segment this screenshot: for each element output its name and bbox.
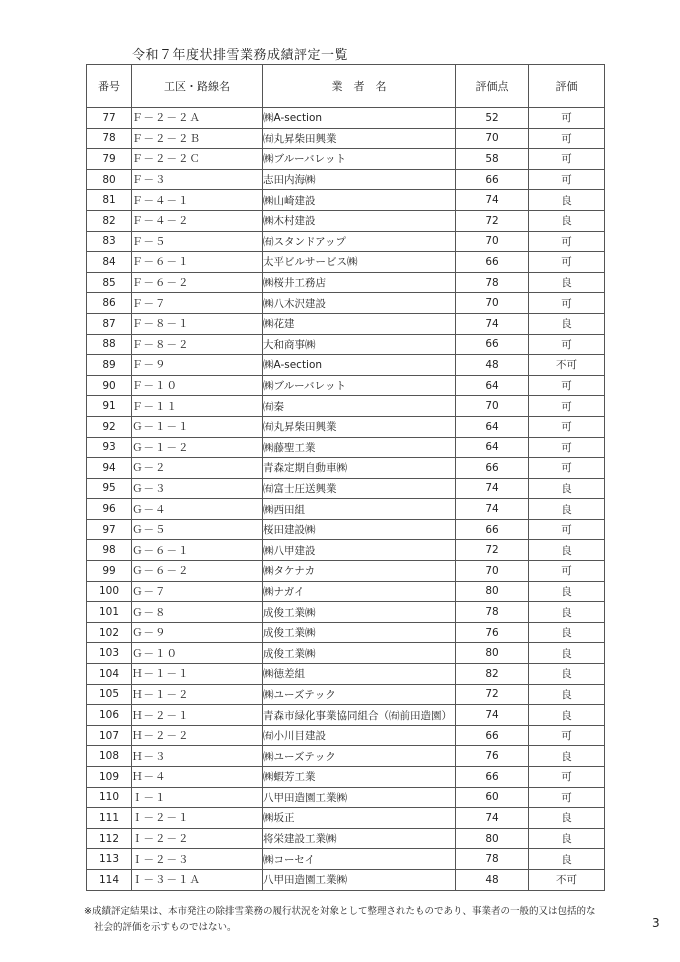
row-grade: 良 [529,664,605,685]
table-row [87,375,605,396]
header-route: 工区・路線名 [132,65,263,108]
row-number: 96 [87,499,132,520]
row-company: ㈲小川目建設 [263,725,456,746]
row-route: Ｆ－９ [132,355,263,376]
table-row [87,828,605,849]
row-route: Ｇ－８ [132,602,263,623]
row-grade: 良 [529,622,605,643]
row-company: ㈱藤聖工業 [263,437,456,458]
table-row [87,561,605,582]
row-score: 66 [456,725,529,746]
row-number: 105 [87,684,132,705]
row-score: 64 [456,416,529,437]
row-route: Ｆ－２－２Ｂ [132,128,263,149]
row-grade: 可 [529,437,605,458]
row-number: 92 [87,416,132,437]
table-row [87,128,605,149]
table-row [87,869,605,890]
row-grade: 良 [529,190,605,211]
row-number: 109 [87,767,132,788]
table-row [87,293,605,314]
row-company: ㈱コーセイ [263,849,456,870]
row-number: 87 [87,313,132,334]
row-score: 74 [456,190,529,211]
row-score: 52 [456,108,529,129]
row-grade: 良 [529,684,605,705]
row-company: ㈱山崎建設 [263,190,456,211]
row-number: 91 [87,396,132,417]
row-route: Ｉ－２－１ [132,808,263,829]
row-number: 88 [87,334,132,355]
table-row [87,540,605,561]
row-grade: 良 [529,808,605,829]
row-route: Ｈ－１－２ [132,684,263,705]
row-company: 将栄建設工業㈱ [263,828,456,849]
table-row [87,746,605,767]
row-grade: 良 [529,828,605,849]
row-company: ㈱ユーズテック [263,684,456,705]
row-number: 104 [87,664,132,685]
table-row [87,210,605,231]
table-row [87,396,605,417]
row-grade: 良 [529,313,605,334]
row-score: 64 [456,437,529,458]
row-number: 90 [87,375,132,396]
table-row [87,787,605,808]
row-company: 成俊工業㈱ [263,643,456,664]
row-score: 70 [456,396,529,417]
row-route: Ｉ－２－３ [132,849,263,870]
row-route: Ｆ－１１ [132,396,263,417]
row-grade: 可 [529,149,605,170]
row-company: ㈲スタンドアップ [263,231,456,252]
row-route: Ｈ－１－１ [132,664,263,685]
row-company: 青森市緑化事業協同組合（㈲前田造園） [263,705,456,726]
row-company: ㈱花建 [263,313,456,334]
row-company: ㈱A-section [263,355,456,376]
row-number: 113 [87,849,132,870]
row-company: ㈱徳差組 [263,664,456,685]
row-grade: 不可 [529,355,605,376]
row-grade: 良 [529,849,605,870]
row-grade: 可 [529,293,605,314]
row-company: ㈲丸昇柴田興業 [263,128,456,149]
table-row [87,725,605,746]
row-company: ㈱八木沢建設 [263,293,456,314]
table-row [87,499,605,520]
row-company: 大和商事㈱ [263,334,456,355]
row-score: 72 [456,684,529,705]
row-company: ㈱ブルーバレット [263,149,456,170]
row-score: 80 [456,581,529,602]
row-number: 114 [87,869,132,890]
row-number: 78 [87,128,132,149]
row-score: 76 [456,746,529,767]
row-score: 70 [456,561,529,582]
row-grade: 可 [529,108,605,129]
row-company: ㈲富士圧送興業 [263,478,456,499]
row-grade: 良 [529,746,605,767]
row-grade: 可 [529,458,605,479]
row-grade: 良 [529,499,605,520]
row-route: Ｉ－１ [132,787,263,808]
row-grade: 良 [529,210,605,231]
table-row [87,581,605,602]
row-number: 85 [87,272,132,293]
row-score: 66 [456,519,529,540]
row-number: 83 [87,231,132,252]
row-route: Ｆ－１０ [132,375,263,396]
row-grade: 可 [529,334,605,355]
row-grade: 可 [529,252,605,273]
document-title: 令和７年度状排雪業務成績評定一覧 [132,48,349,63]
row-grade: 良 [529,272,605,293]
row-number: 108 [87,746,132,767]
row-number: 110 [87,787,132,808]
table-row [87,849,605,870]
row-score: 70 [456,231,529,252]
row-score: 74 [456,705,529,726]
row-number: 95 [87,478,132,499]
row-score: 74 [456,313,529,334]
row-route: Ｈ－２－２ [132,725,263,746]
row-score: 74 [456,478,529,499]
row-grade: 可 [529,375,605,396]
row-route: Ｉ－３－１Ａ [132,869,263,890]
row-route: Ｆ－６－１ [132,252,263,273]
row-number: 77 [87,108,132,129]
row-number: 80 [87,169,132,190]
row-number: 97 [87,519,132,540]
row-score: 74 [456,808,529,829]
row-grade: 可 [529,416,605,437]
row-number: 82 [87,210,132,231]
table-row [87,437,605,458]
row-route: Ｈ－２－１ [132,705,263,726]
table-row [87,664,605,685]
row-grade: 良 [529,643,605,664]
header-number: 番号 [87,65,132,108]
row-number: 81 [87,190,132,211]
row-number: 111 [87,808,132,829]
row-route: Ｇ－１０ [132,643,263,664]
row-number: 93 [87,437,132,458]
row-route: Ｇ－６－２ [132,561,263,582]
row-company: 青森定期自動車㈱ [263,458,456,479]
table-row [87,149,605,170]
row-number: 112 [87,828,132,849]
row-grade: 可 [529,231,605,252]
row-number: 89 [87,355,132,376]
row-grade: 可 [529,396,605,417]
header-grade: 評価 [529,65,605,108]
evaluation-table [86,64,605,891]
row-number: 86 [87,293,132,314]
table-row [87,622,605,643]
row-number: 84 [87,252,132,273]
table-row [87,602,605,623]
row-number: 79 [87,149,132,170]
row-score: 66 [456,334,529,355]
row-grade: 可 [529,725,605,746]
row-route: Ｆ－８－２ [132,334,263,355]
row-grade: 可 [529,519,605,540]
row-score: 70 [456,293,529,314]
row-score: 80 [456,643,529,664]
row-company: ㈱ナガイ [263,581,456,602]
row-grade: 可 [529,128,605,149]
row-company: ㈱西田組 [263,499,456,520]
row-company: ㈲秦 [263,396,456,417]
row-route: Ｆ－８－１ [132,313,263,334]
row-route: Ｆ－４－１ [132,190,263,211]
table-row [87,478,605,499]
row-route: Ｇ－９ [132,622,263,643]
row-score: 60 [456,787,529,808]
header-score: 評価点 [456,65,529,108]
row-company: 成俊工業㈱ [263,622,456,643]
table-row [87,705,605,726]
row-route: Ｆ－４－２ [132,210,263,231]
row-company: ㈲丸昇柴田興業 [263,416,456,437]
row-score: 58 [456,149,529,170]
table-row [87,169,605,190]
row-route: Ｇ－４ [132,499,263,520]
table-row [87,190,605,211]
table-row [87,684,605,705]
row-company: ㈱タケナカ [263,561,456,582]
row-route: Ｆ－２－２Ａ [132,108,263,129]
row-number: 103 [87,643,132,664]
row-route: Ｆ－２－２Ｃ [132,149,263,170]
table-row [87,767,605,788]
row-grade: 良 [529,705,605,726]
row-number: 101 [87,602,132,623]
header-company: 業 者 名 [263,65,456,108]
row-grade: 良 [529,478,605,499]
row-route: Ｆ－３ [132,169,263,190]
row-company: 八甲田造園工業㈱ [263,869,456,890]
row-score: 48 [456,355,529,376]
table-row [87,334,605,355]
row-grade: 可 [529,767,605,788]
row-route: Ｇ－２ [132,458,263,479]
row-score: 82 [456,664,529,685]
row-route: Ｆ－７ [132,293,263,314]
table-row [87,272,605,293]
table-body [87,108,605,891]
row-number: 94 [87,458,132,479]
row-route: Ｇ－３ [132,478,263,499]
row-score: 78 [456,602,529,623]
row-company: 桜田建設㈱ [263,519,456,540]
row-route: Ｆ－５ [132,231,263,252]
table-row [87,355,605,376]
row-number: 102 [87,622,132,643]
row-grade: 不可 [529,869,605,890]
row-score: 78 [456,272,529,293]
row-grade: 良 [529,602,605,623]
row-number: 107 [87,725,132,746]
row-company: ㈱ブルーバレット [263,375,456,396]
row-company: ㈱木村建設 [263,210,456,231]
row-route: Ｇ－１－２ [132,437,263,458]
row-route: Ｇ－７ [132,581,263,602]
row-number: 100 [87,581,132,602]
row-score: 70 [456,128,529,149]
row-score: 74 [456,499,529,520]
row-score: 64 [456,375,529,396]
row-route: Ｉ－２－２ [132,828,263,849]
table-row [87,519,605,540]
table-row [87,231,605,252]
row-route: Ｇ－１－１ [132,416,263,437]
table-row [87,458,605,479]
row-company: 太平ビルサービス㈱ [263,252,456,273]
table-row [87,252,605,273]
row-grade: 良 [529,540,605,561]
table-row [87,643,605,664]
row-grade: 可 [529,561,605,582]
row-company: 志田内海㈱ [263,169,456,190]
row-grade: 可 [529,169,605,190]
row-company: ㈱坂正 [263,808,456,829]
row-route: Ｇ－５ [132,519,263,540]
row-score: 66 [456,252,529,273]
row-number: 99 [87,561,132,582]
row-score: 72 [456,540,529,561]
row-company: ㈱ユーズテック [263,746,456,767]
row-route: Ｈ－４ [132,767,263,788]
row-company: 八甲田造園工業㈱ [263,787,456,808]
footnote-line-1: ※成績評定結果は、本市発注の除排雪業務の履行状況を対象として整理されたものであり、事業者の一般的又は包括的な [84,906,596,917]
row-grade: 良 [529,581,605,602]
row-company: ㈱桜井工務店 [263,272,456,293]
page-number: 3 [652,916,660,930]
footnote [84,904,644,936]
row-score: 66 [456,169,529,190]
row-score: 66 [456,767,529,788]
row-number: 98 [87,540,132,561]
row-score: 76 [456,622,529,643]
row-company: ㈱蝦芳工業 [263,767,456,788]
row-score: 78 [456,849,529,870]
row-route: Ｈ－３ [132,746,263,767]
row-score: 72 [456,210,529,231]
table-row [87,808,605,829]
row-score: 66 [456,458,529,479]
row-score: 80 [456,828,529,849]
table-header-row [87,65,605,108]
row-route: Ｆ－６－２ [132,272,263,293]
table-row [87,416,605,437]
row-company: 成俊工業㈱ [263,602,456,623]
table-row [87,108,605,129]
table-row [87,313,605,334]
row-company: ㈱八甲建設 [263,540,456,561]
row-company: ㈱A-section [263,108,456,129]
row-score: 48 [456,869,529,890]
row-route: Ｇ－６－１ [132,540,263,561]
footnote-line-2: 社会的評価を示すものではない。 [94,922,237,933]
row-grade: 可 [529,787,605,808]
row-number: 106 [87,705,132,726]
